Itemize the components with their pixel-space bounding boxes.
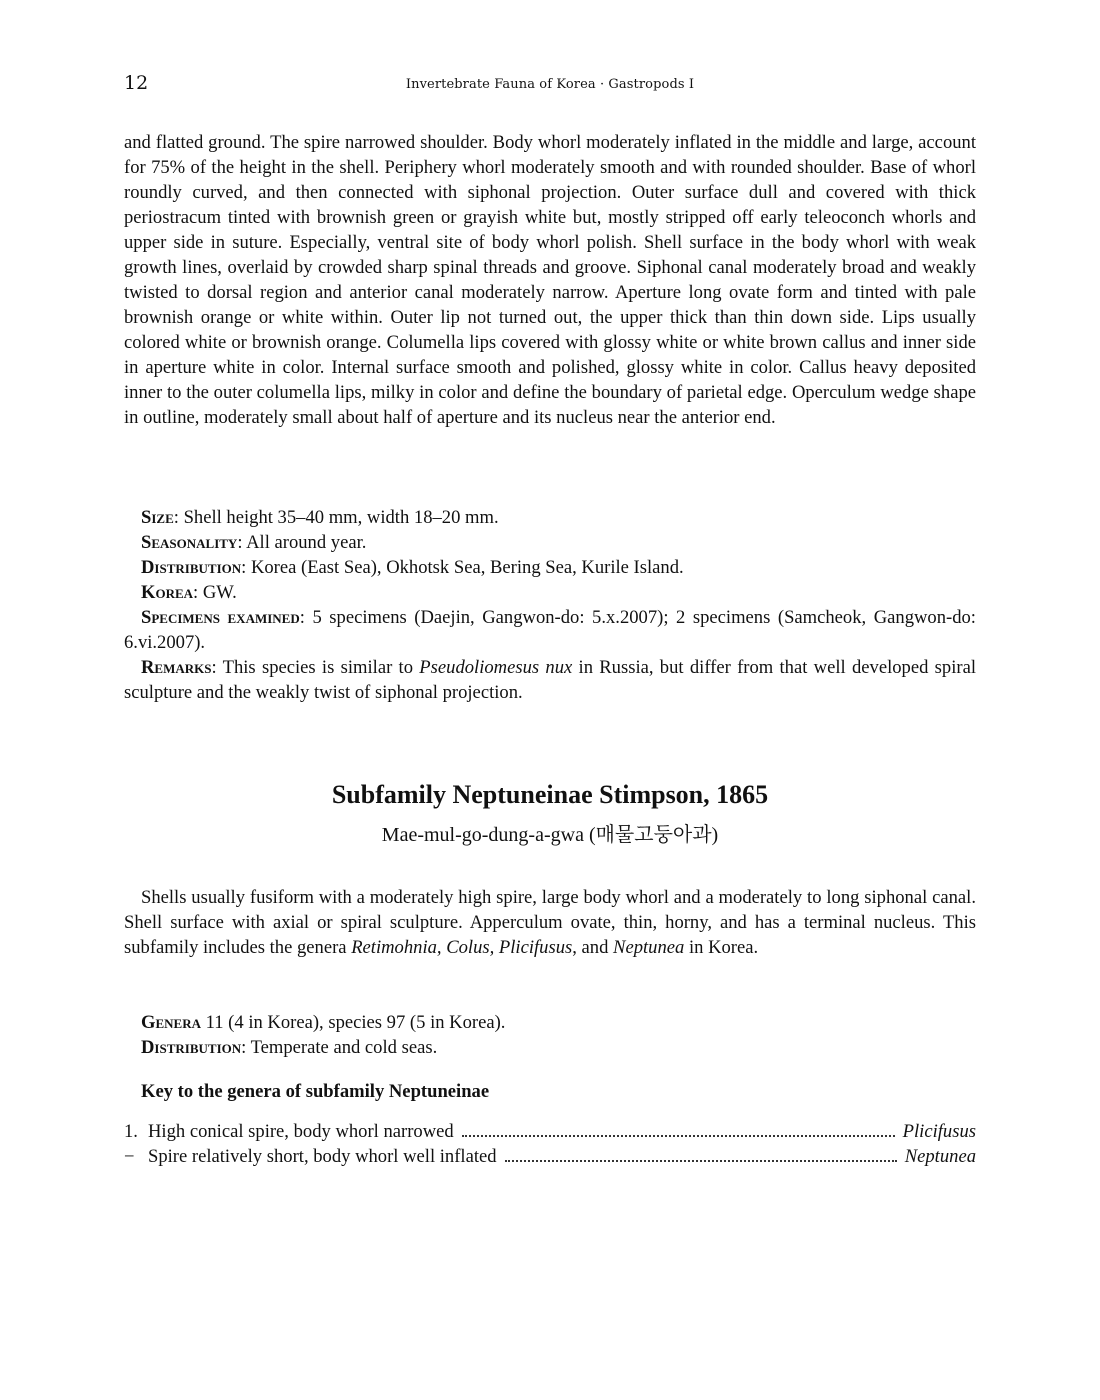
genera-names: Retimohnia, Colus, Plicifusus — [351, 937, 573, 958]
key-genus: Neptunea — [904, 1146, 976, 1167]
seasonality-label: Seasonality — [141, 532, 238, 553]
seasonality-line — [124, 530, 976, 555]
species-info — [124, 505, 976, 705]
specimens-line — [124, 605, 976, 655]
korea-text: : GW. — [193, 582, 237, 603]
dot-leader — [462, 1135, 895, 1137]
subfamily-paragraph-text: Shells usually fusiform with a moderately high spire, large body whorl and a moderately to long siphonal canal. Shell surface with axial or spiral sculpture. Apperculum ovate, thin, horny, and has a terminal nucleus. This subfamily includes the genera — [124, 887, 976, 958]
key-number: − — [124, 1146, 135, 1167]
remarks-line — [124, 655, 976, 705]
specimens-label: Specimens examined — [141, 607, 300, 628]
remarks-text-start: : This species is similar to — [211, 657, 420, 678]
seasonality-text: : All around year. — [237, 532, 367, 553]
genera-line — [124, 1010, 976, 1035]
page-number: 12 — [124, 72, 149, 94]
remarks-species-name: Pseudoliomesus nux — [419, 657, 573, 678]
remarks-text-end: in Russia, but differ from that well developed spiral sculpture and the weakly twist of siphonal projection. — [124, 657, 976, 703]
subfamily-paragraph — [124, 885, 976, 960]
subfamily-distribution-label: Distribution — [141, 1037, 242, 1058]
size-label: Size — [141, 507, 174, 528]
running-title: Invertebrate Fauna of Korea · Gastropods I — [405, 77, 695, 92]
key-row — [124, 1121, 976, 1146]
korea-line — [124, 580, 976, 605]
key-description: High conical spire, body whorl narrowed — [148, 1121, 454, 1142]
key-description: Spire relatively short, body whorl well inflated — [148, 1146, 497, 1167]
key-genus: Plicifusus — [902, 1121, 976, 1142]
subfamily-paragraph-end: in Korea. — [684, 937, 759, 958]
subfamily-distribution-text: : Temperate and cold seas. — [241, 1037, 438, 1058]
korea-label: Korea — [141, 582, 194, 603]
description-paragraph: and flatted ground. The spire narrowed shoulder. Body whorl moderately inflated in the middle and large, account for 75% of the height in the shell. Periphery whorl moderately smooth and with rounded shoulder. Base of whorl roundly curved, and then connected with siphonal projection. Outer surface dull and covered with thick periostracum tinted with brownish green or grayish white but, mostly stripped off early teleoconch whorls and upper side in suture. Especially, ventral site of body whorl polish. Shell surface in the body whorl with weak growth lines, overlaid by crowded sharp spinal threads and groove. Siphonal canal moderately broad and weakly twisted to dorsal region and anterior canal moderately narrow. Aperture long ovate form and tinted with pale brownish orange or white within. Outer lip not turned out, the upper thick than thin down side. Lips usually colored white or brownish orange. Columella lips covered with glossy white or white brown callus and inner side in aperture white in color. Internal surface smooth and polished, glossy white in color. Callus heavy deposited inner to the outer columella lips, milky in color and define the boundary of parietal edge. Operculum wedge shape in outline, moderately small about half of aperture and its nucleus near the anterior end. — [124, 132, 976, 428]
distribution-label: Distribution — [141, 557, 242, 578]
remarks-label: Remarks — [141, 657, 212, 678]
key-title: Key to the genera of subfamily Neptuneinae — [141, 1081, 490, 1102]
distribution-line — [124, 555, 976, 580]
dot-leader — [505, 1160, 897, 1162]
subfamily-distribution-line — [124, 1035, 976, 1060]
specimens-text: : 5 specimens (Daejin, Gangwon-do: 5.x.2007); 2 specimens (Samcheok, Gangwon-do: 6.vi.2007). — [124, 607, 976, 653]
distribution-text: : Korea (East Sea), Okhotsk Sea, Bering Sea, Kurile Island. — [241, 557, 684, 578]
genera-label: Genera — [141, 1012, 201, 1033]
paragraph-conjunction: , and — [572, 937, 614, 958]
subfamily-info — [124, 1010, 976, 1060]
subfamily-korean-name: Mae-mul-go-dung-a-gwa (매물고둥아과) — [381, 824, 719, 846]
key-number: 1. — [124, 1121, 138, 1142]
genus-last-name: Neptunea — [613, 937, 685, 958]
subfamily-title: Subfamily Neptuneinae Stimpson, 1865 — [331, 780, 769, 809]
key-row — [124, 1146, 976, 1171]
size-text: : Shell height 35–40 mm, width 18–20 mm. — [173, 507, 499, 528]
genera-text: 11 (4 in Korea), species 97 (5 in Korea). — [200, 1012, 506, 1033]
size-line — [124, 505, 976, 530]
key-list — [124, 1121, 976, 1171]
